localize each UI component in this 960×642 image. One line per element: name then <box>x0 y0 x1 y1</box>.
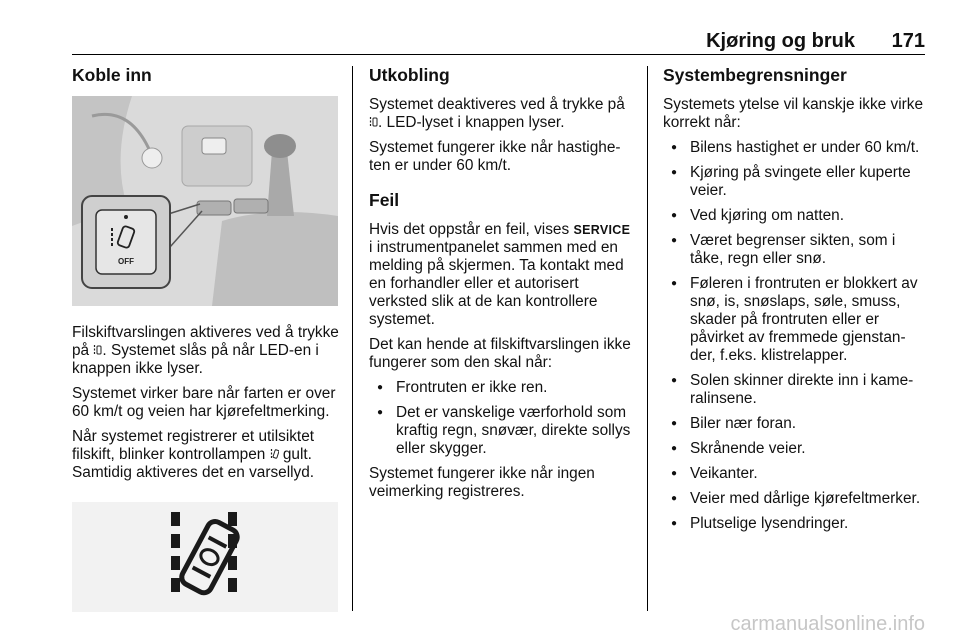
list-item: ● Biler nær foran. <box>663 415 925 433</box>
section-heading-koble-inn: Koble inn <box>72 65 152 85</box>
service-indicator: SERVICE <box>573 223 631 237</box>
header-divider <box>72 54 925 55</box>
watermark: carmanualsonline.info <box>730 613 925 635</box>
list-item: ● Været begrenser sikten, som i tåke, regn eller snø. <box>663 232 925 268</box>
column-3 <box>663 64 925 540</box>
paragraph: Hvis det oppstår en feil, vises SERVICE i instrumentpanelet sammen med en melding på skjermen. Ta kontakt med en forhandler eller et autorisert verksted slik at de kan kontrollere systemet. <box>369 221 631 328</box>
column-1 <box>72 64 340 612</box>
console-button-photo <box>72 96 338 306</box>
lane-departure-warning-icon <box>270 448 279 460</box>
list-item: ● Frontruten er ikke ren. <box>369 379 633 397</box>
paragraph: Systemet deaktiveres ved å trykke på . LED-lyset i knappen lyser. <box>369 96 625 131</box>
list-item: ● Plutselige lysendringer. <box>663 515 925 533</box>
list-item: ● Ved kjøring om natten. <box>663 207 925 225</box>
paragraph: Systemet virker bare når farten er over 60 km/t og veien har kjørefeltmerking. <box>72 385 336 420</box>
list-item: ● Solen skinner direkte inn i kameralinsene. <box>663 372 925 408</box>
list-item: ● Bilens hastighet er under 60 km/t. <box>663 139 925 157</box>
page-number: 171 <box>891 30 925 52</box>
column-2 <box>369 64 633 508</box>
conditions-list <box>369 379 633 458</box>
list-item: ● Skrånende veier. <box>663 440 925 458</box>
lane-departure-symbol-illustration <box>72 502 338 612</box>
section-heading-systembegrensninger: Systembegrensninger <box>663 65 847 85</box>
list-item: ● Veikanter. <box>663 465 925 483</box>
paragraph: Filskiftvarslingen aktiveres ved å trykke på . Systemet slås på når LED-en i knappen ikke lyser. <box>72 324 339 377</box>
paragraph: Det kan hende at filskiftvarslingen ikke fungerer som den skal når: <box>369 336 631 371</box>
paragraph: Systemet fungerer ikke når hastigheten er under 60 km/t. <box>369 139 621 174</box>
list-item: ● Kjøring på svingete eller kuperte veier. <box>663 164 925 200</box>
list-item: ● Det er vanskelige værforhold som kraftig regn, snøvær, direkte sollys eller skygger. <box>369 404 633 458</box>
lane-departure-icon <box>369 116 378 128</box>
section-heading-feil: Feil <box>369 190 400 210</box>
off-label: OFF <box>118 257 134 266</box>
column-divider-2 <box>647 66 648 611</box>
page-title: Kjøring og bruk <box>706 30 855 52</box>
paragraph: Systemet fungerer ikke når ingen veimerking registreres. <box>369 465 595 500</box>
list-item: ● Føleren i frontruten er blokkert av snø, is, snøslaps, søle, smuss, skader på frontruten eller er påvirket av fremmede gjenstander, f.eks. klistrelapper. <box>663 275 925 365</box>
section-heading-utkobling: Utkobling <box>369 65 450 85</box>
paragraph: Når systemet registrerer et utilsiktet filskift, blinker kontrollampen gult. Samtidig aktiveres det en varsellyd. <box>72 428 315 481</box>
list-item: ● Veier med dårlige kjørefeltmerker. <box>663 490 925 508</box>
page-header <box>72 30 925 56</box>
limitations-list <box>663 139 925 533</box>
paragraph: Systemets ytelse vil kanskje ikke virke korrekt når: <box>663 96 924 131</box>
column-divider-1 <box>352 66 353 611</box>
